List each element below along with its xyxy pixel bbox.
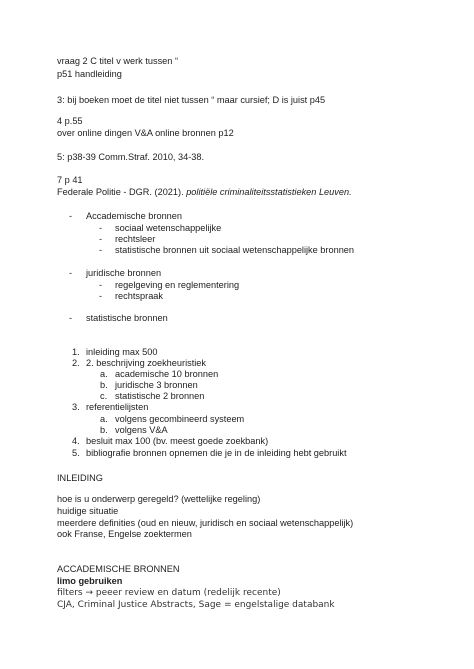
outline-number: 3. — [72, 402, 80, 412]
outline-number: 2. — [72, 358, 80, 368]
outline-number: 1. — [72, 347, 80, 357]
list-item-label: statistische bronnen — [86, 313, 168, 323]
outline-number: 5. — [72, 448, 80, 458]
sub-item: regelgeving en reglementering — [115, 280, 240, 290]
note-line: vraag 2 C titel v werk tussen “ — [57, 56, 179, 66]
sub-item: statistische bronnen uit sociaal wetenschappelijke bronnen — [115, 245, 355, 255]
section-heading: ACCADEMISCHE BRONNEN — [57, 564, 180, 574]
outline-sub-item: juridische 3 bronnen — [115, 380, 198, 390]
outline-sub-item: statistische 2 bronnen — [115, 391, 205, 401]
paragraph-line: filters → peeer review en datum (redelijk recente) — [57, 588, 281, 598]
sub-dash: - — [99, 245, 103, 255]
paragraph-line: CJA, Criminal Justice Abstracts, Sage = engelstalige databank — [57, 600, 335, 610]
outline-item: bibliografie bronnen opnemen die je in de inleiding hebt gebruikt — [86, 448, 347, 458]
outline-number: 4. — [72, 436, 80, 446]
note-line: 3: bij boeken moet de titel niet tussen “ maar cursief; D is juist p45 — [57, 95, 326, 105]
outline-sub-number: c. — [100, 391, 108, 401]
note-line: over online dingen V&A online bronnen p12 — [57, 128, 234, 138]
outline-item: 2. beschrijving zoekheuristiek — [86, 358, 207, 368]
list-dash: - — [69, 211, 73, 221]
outline-item: besluit max 100 (bv. meest goede zoekbank) — [86, 436, 269, 446]
outline-sub-number: b. — [100, 380, 108, 390]
outline-item: referentielijsten — [86, 402, 149, 412]
paragraph-line: huidige situatie — [57, 506, 119, 516]
outline-sub-number: a. — [100, 369, 108, 379]
citation-title: politiële criminaliteitsstatistieken Leuven. — [186, 187, 352, 197]
paragraph-line: hoe is u onderwerp geregeld? (wettelijke regeling) — [57, 494, 261, 504]
note-line: 7 p 41 — [57, 175, 83, 185]
sub-item: rechtspraak — [115, 291, 164, 301]
sub-dash: - — [99, 223, 103, 233]
sub-dash: - — [99, 234, 103, 244]
outline-item: inleiding max 500 — [86, 347, 158, 357]
outline-sub-item: academische 10 bronnen — [115, 369, 219, 379]
bold-line: limo gebruiken — [57, 576, 123, 586]
note-line: p51 handleiding — [57, 69, 122, 79]
sub-item: rechtsleer — [115, 234, 156, 244]
sub-dash: - — [99, 291, 103, 301]
paragraph-line: ook Franse, Engelse zoektermen — [57, 529, 192, 539]
list-item-label: juridische bronnen — [86, 268, 162, 278]
note-line: 4 p.55 — [57, 116, 83, 126]
outline-sub-item: volgens V&A — [115, 425, 168, 435]
sub-item: sociaal wetenschappelijke — [115, 223, 222, 233]
list-item-label: Accademische bronnen — [86, 211, 183, 221]
note-line: 5: p38-39 Comm.Straf. 2010, 34-38. — [57, 152, 205, 162]
section-heading: INLEIDING — [57, 473, 103, 483]
outline-sub-number: a. — [100, 414, 108, 424]
outline-sub-item: volgens gecombineerd systeem — [115, 414, 245, 424]
sub-dash: - — [99, 280, 103, 290]
outline-sub-number: b. — [100, 425, 108, 435]
citation-text: Federale Politie - DGR. (2021). — [57, 187, 187, 197]
list-dash: - — [69, 268, 73, 278]
paragraph-line: meerdere definities (oud en nieuw, juridisch en sociaal wetenschappelijk) — [57, 518, 354, 528]
citation-line — [57, 187, 352, 198]
list-dash: - — [69, 313, 73, 323]
